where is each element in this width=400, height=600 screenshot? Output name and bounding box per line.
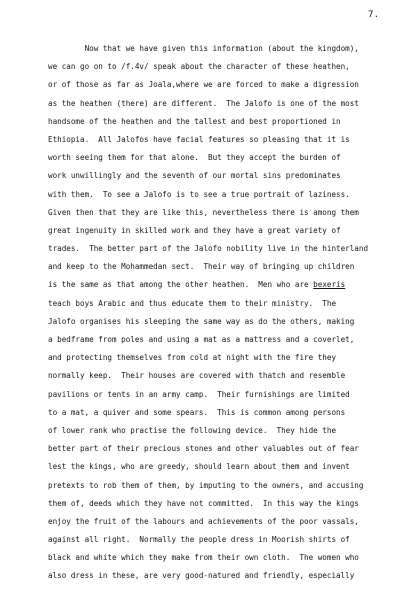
text-line: to a mat, a quiver and some spears. This is common among persons	[48, 407, 346, 417]
text-line: normally keep. Their houses are covered with thatch and resemble	[48, 371, 346, 381]
text-line: against all right. Normally the people dress in Moorish shirts of	[48, 535, 350, 545]
text-line: enjoy the fruit of the labours and achievements of the poor vassals,	[48, 516, 359, 526]
text-line: a bedframe from poles and using a mat as a mattress and a coverlet,	[48, 335, 355, 344]
text-line: work unwillingly and the seventh of our mortal sins predominates	[48, 171, 341, 181]
text-line: and protecting themselves from cold at night with the fire they	[48, 353, 337, 363]
text-line: lest the kings, who are greedy, should learn about them and invent	[48, 462, 350, 472]
text-line: Jalofo organises his sleeping the same way as do the others, making	[48, 316, 355, 326]
text-line: we can go on to /f.4v/ speak about the character of these heathen,	[48, 62, 350, 72]
text-line: them of, deeds which they have not committed. In this way the kings	[48, 498, 359, 508]
text-line: Given then that they are like this, nevertheless there is among them	[48, 207, 359, 217]
text-line: worth seeing them for that alone. But they accept the burden of	[48, 153, 341, 163]
text-line: teach boys Arabic and thus educate them to their ministry. The	[48, 298, 337, 308]
page-number: 7.	[368, 10, 380, 20]
text-line: with them. To see a Jalofo is to see a true portrait of laziness.	[48, 189, 350, 199]
text-line: as the heathen (there) are different. The Jalofo is one of the most	[48, 98, 359, 108]
body-text	[48, 40, 398, 586]
text-line: of lower rank who practise the following device. They hide the	[48, 425, 337, 435]
text-line: black and white which they make from their own cloth. The women who	[48, 553, 359, 563]
text-line: handsome of the heathen and the tallest and best proportioned in	[48, 116, 341, 126]
text-line: pretexts to rob them of them, by imputing to the owners, and accusing	[48, 480, 364, 490]
text-line: Now that we have given this information (about the kingdom),	[48, 44, 359, 53]
text-line: and keep to the Mohammedan sect. Their way of bringing up children	[48, 262, 355, 272]
text-line: also dress in these, are very good-natured and friendly, especially	[48, 571, 355, 581]
text-line: pavilions or tents in an army camp. Their furnishings are limited	[48, 389, 350, 399]
text-line: better part of their precious stones and other valuables out of fear	[48, 444, 359, 454]
text-line: or of those as far as Joala,where we are forced to make a digression	[48, 80, 359, 90]
text-line-with-underline	[48, 276, 398, 294]
text-line: Ethiopia. All Jalofos have facial features so pleasing that it is	[48, 134, 350, 144]
text-segment: is the same as that among the other heathen. Men who are	[48, 280, 314, 290]
text-line: trades. The better part of the Jalofo nobility live in the hinterland	[48, 244, 369, 254]
underlined-word: bexeris	[313, 280, 346, 290]
text-line: great ingenuity in skilled work and they have a great variety of	[48, 225, 341, 235]
